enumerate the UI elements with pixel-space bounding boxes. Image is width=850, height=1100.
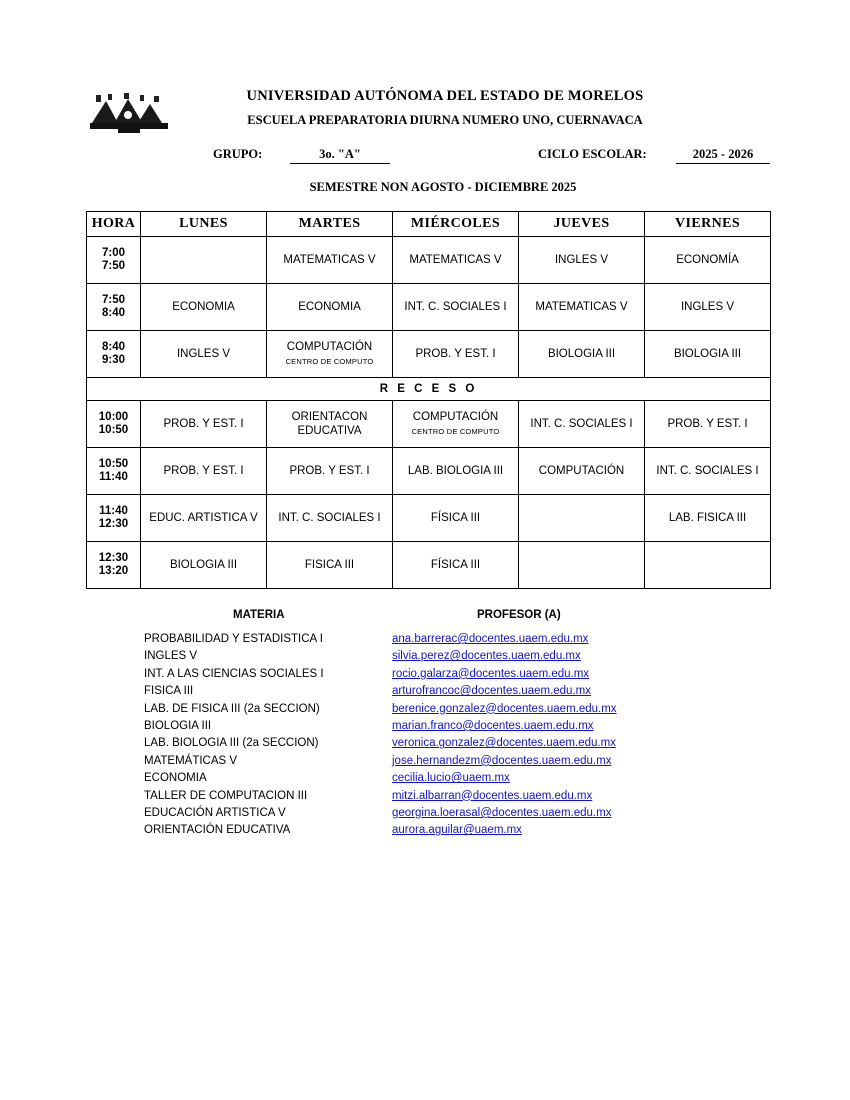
column-header-martes: MARTES: [267, 212, 393, 237]
class-cell: [267, 331, 393, 378]
legend-email-link[interactable]: mitzi.albarran@docentes.uaem.edu.mx: [392, 789, 593, 802]
class-cell: BIOLOGIA III: [645, 331, 771, 378]
break-row: [87, 378, 771, 401]
time-start: 8:40: [101, 341, 126, 353]
legend-headers: [0, 609, 850, 627]
legend-email-link[interactable]: veronica.gonzalez@docentes.uaem.edu.mx: [392, 737, 616, 750]
legend-subject: PROBABILIDAD Y ESTADISTICA I: [144, 633, 323, 645]
class-cell: MATEMATICAS V: [267, 237, 393, 284]
class-cell: MATEMATICAS V: [519, 284, 645, 331]
list-item: [0, 755, 850, 772]
class-cell: FÍSICA III: [393, 542, 519, 589]
legend-subject: INT. A LAS CIENCIAS SOCIALES I: [144, 667, 324, 680]
legend-email-link[interactable]: jose.hernandezm@docentes.uaem.edu.mx: [392, 754, 612, 767]
class-cell: [519, 542, 645, 589]
class-cell: PROB. Y EST. I: [645, 401, 771, 448]
time-cell: [87, 237, 141, 284]
class-title: COMPUTACIÓN: [412, 410, 499, 423]
class-location: CENTRO DE COMPUTO: [411, 426, 500, 436]
class-cell: PROB. Y EST. I: [141, 401, 267, 448]
legend-subject: MATEMÁTICAS V: [144, 754, 238, 767]
table-row: [87, 542, 771, 589]
time-cell: [87, 284, 141, 331]
legend-subject: ORIENTACIÓN EDUCATIVA: [144, 824, 291, 837]
schedule-table: [86, 211, 771, 589]
legend-subject: LAB. BIOLOGIA III (2a SECCION): [144, 737, 319, 750]
legend-email-link[interactable]: ana.barrerac@docentes.uaem.edu.mx: [392, 633, 589, 645]
column-header-jueves: JUEVES: [519, 212, 645, 237]
class-cell: INGLES V: [519, 237, 645, 284]
class-cell: INGLES V: [645, 284, 771, 331]
university-name: UNIVERSIDAD AUTÓNOMA DEL ESTADO DE MORELOS: [246, 88, 644, 104]
group-value: 3o. "A": [290, 147, 390, 164]
class-cell: [519, 495, 645, 542]
class-cell: [141, 237, 267, 284]
class-cell: FÍSICA III: [393, 495, 519, 542]
list-item: [0, 703, 850, 720]
document-header: [0, 88, 850, 128]
group-label: GRUPO:: [213, 147, 263, 161]
legend-email-link[interactable]: cecilia.lucio@uaem.mx: [392, 772, 510, 785]
class-cell: ECONOMIA: [267, 284, 393, 331]
semester-title: SEMESTRE NON AGOSTO - DICIEMBRE 2025: [309, 180, 577, 194]
legend-subject: LAB. DE FISICA III (2a SECCION): [144, 702, 320, 715]
list-item: [0, 668, 850, 685]
cycle-value: 2025 - 2026: [676, 147, 770, 164]
time-cell: [87, 448, 141, 495]
class-cell: MATEMATICAS V: [393, 237, 519, 284]
column-header-viernes: VIERNES: [645, 212, 771, 237]
list-item: [0, 737, 850, 754]
time-end: 7:50: [101, 260, 126, 272]
table-row: [87, 284, 771, 331]
legend-email-link[interactable]: rocio.galarza@docentes.uaem.edu.mx: [392, 667, 590, 680]
time-end: 12:30: [98, 518, 129, 530]
list-item: [0, 807, 850, 824]
time-end: 13:20: [98, 565, 129, 577]
group-cycle-row: [0, 145, 850, 167]
class-cell: COMPUTACIÓN: [519, 448, 645, 495]
time-end: 9:30: [101, 354, 126, 366]
class-cell: BIOLOGIA III: [519, 331, 645, 378]
class-cell: LAB. BIOLOGIA III: [393, 448, 519, 495]
legend-email-link[interactable]: marian.franco@docentes.uaem.edu.mx: [392, 719, 594, 732]
legend-email-link[interactable]: georgina.loerasal@docentes.uaem.edu.mx: [392, 806, 612, 819]
class-cell: [393, 401, 519, 448]
legend-header-teacher: PROFESOR (A): [477, 609, 561, 621]
time-start: 7:50: [101, 294, 126, 306]
list-item: [0, 772, 850, 789]
class-cell: EDUC. ARTISTICA V: [141, 495, 267, 542]
school-name: ESCUELA PREPARATORIA DIURNA NUMERO UNO, CUERNAVACA: [247, 113, 643, 127]
list-item: [0, 824, 850, 841]
time-end: 10:50: [98, 424, 129, 436]
legend-email-link[interactable]: berenice.gonzalez@docentes.uaem.edu.mx: [392, 702, 617, 715]
class-cell: BIOLOGIA III: [141, 542, 267, 589]
legend-subject: ECONOMIA: [144, 772, 207, 785]
class-cell: PROB. Y EST. I: [267, 448, 393, 495]
legend-subject: INGLES V: [144, 650, 198, 663]
time-end: 8:40: [101, 307, 126, 319]
class-cell: INT. C. SOCIALES I: [519, 401, 645, 448]
legend-header-subject: MATERIA: [233, 609, 285, 621]
class-cell: ECONOMÍA: [645, 237, 771, 284]
legend-email-link[interactable]: aurora.aguilar@uaem.mx: [392, 824, 522, 837]
time-cell: [87, 542, 141, 589]
time-cell: [87, 495, 141, 542]
list-item: [0, 650, 850, 667]
legend-subject: TALLER DE COMPUTACION III: [144, 789, 308, 802]
table-row: [87, 331, 771, 378]
class-cell: PROB. Y EST. I: [141, 448, 267, 495]
time-start: 11:40: [99, 505, 128, 517]
legend-subject: FISICA III: [144, 685, 194, 698]
class-cell: INGLES V: [141, 331, 267, 378]
class-cell: [645, 542, 771, 589]
legend-subject: BIOLOGIA III: [144, 719, 212, 732]
column-header-lunes: LUNES: [141, 212, 267, 237]
list-item: [0, 790, 850, 807]
class-cell: ECONOMIA: [141, 284, 267, 331]
table-row: [87, 237, 771, 284]
break-label: R E C E S O: [87, 378, 771, 401]
class-cell: ORIENTACON EDUCATIVA: [267, 401, 393, 448]
time-end: 11:40: [99, 471, 128, 483]
column-header-miercoles: MIÉRCOLES: [393, 212, 519, 237]
time-start: 12:30: [98, 552, 129, 564]
time-cell: [87, 331, 141, 378]
class-cell: LAB. FISICA III: [645, 495, 771, 542]
legend-email-link[interactable]: arturofrancoc@docentes.uaem.edu.mx: [392, 685, 591, 698]
time-start: 7:00: [101, 247, 126, 259]
time-start: 10:50: [98, 458, 129, 470]
time-start: 10:00: [98, 411, 129, 423]
legend-subject: EDUCACIÓN ARTISTICA V: [144, 806, 286, 819]
table-row: [87, 448, 771, 495]
list-item: [0, 633, 850, 650]
table-row: [87, 401, 771, 448]
class-location: CENTRO DE COMPUTO: [285, 356, 374, 366]
teacher-legend: [0, 609, 850, 842]
legend-rows: [0, 633, 850, 842]
class-title: COMPUTACIÓN: [286, 340, 373, 353]
class-cell: PROB. Y EST. I: [393, 331, 519, 378]
schedule-header-row: [87, 212, 771, 237]
table-row: [87, 495, 771, 542]
legend-email-link[interactable]: silvia.perez@docentes.uaem.edu.mx: [392, 650, 581, 663]
class-cell: INT. C. SOCIALES I: [267, 495, 393, 542]
class-cell: INT. C. SOCIALES I: [393, 284, 519, 331]
list-item: [0, 685, 850, 702]
time-cell: [87, 401, 141, 448]
uaem-logo: [88, 93, 170, 135]
class-cell: FISICA III: [267, 542, 393, 589]
class-cell: INT. C. SOCIALES I: [645, 448, 771, 495]
list-item: [0, 720, 850, 737]
column-header-hora: HORA: [87, 212, 141, 237]
cycle-label: CICLO ESCOLAR:: [538, 147, 647, 161]
